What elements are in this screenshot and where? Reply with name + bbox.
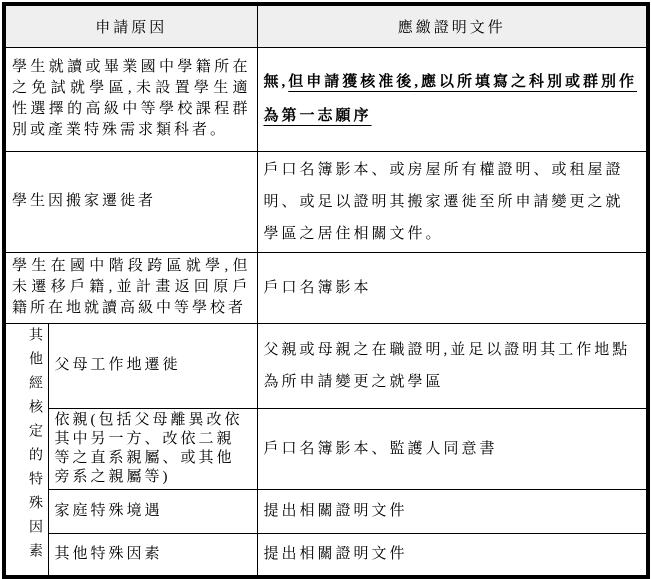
table-row	[4, 252, 648, 323]
documents-cell	[257, 47, 648, 151]
reason-cell: 學生就讀或畢業國中學籍所在之免試就學區,未設置學生適性選擇的高級中等學校課程群別或產業特殊需求類科者。	[4, 47, 257, 151]
reason-cell: 學生因搬家遷徙者	[4, 151, 257, 252]
documents-cell: 戶口名簿影本	[257, 252, 648, 323]
documents-cell: 提出相關證明文件	[257, 489, 648, 533]
header-reason: 申請原因	[4, 4, 257, 47]
reason-cell: 學生在國中階段跨區就學,但未遷移戶籍,並計畫返回原戶籍所在地就讀高級中等學校者	[4, 252, 257, 323]
documents-cell: 戶口名簿影本、或房屋所有權證明、或租屋證明、或足以證明其搬家遷徙至所申請變更之就學區之居住相關文件。	[257, 151, 648, 252]
documents-cell: 戶口名簿影本、監護人同意書	[257, 408, 648, 489]
table-row	[4, 151, 648, 252]
special-group-label-cell	[4, 323, 48, 577]
doc-underlined-text: 但申請獲核准後,應以所填寫之科別或群別作為第一志願序	[263, 74, 638, 124]
sub-reason-cell: 父母工作地遷徙	[48, 323, 257, 408]
sub-reason-cell: 其他特殊因素	[48, 533, 257, 577]
sub-reason-cell: 依親(包括父母離異改依其中另一方、改依二親等之直系親屬、或其他旁系之親屬等)	[48, 408, 257, 489]
documents-cell: 提出相關證明文件	[257, 533, 648, 577]
special-group-label: 其他經核定的特殊因素	[27, 326, 42, 567]
header-documents: 應繳證明文件	[257, 4, 648, 47]
table-row	[4, 489, 648, 533]
table-row	[4, 408, 648, 489]
table-row	[4, 323, 648, 408]
application-requirements-table	[2, 2, 650, 579]
header-row	[4, 4, 648, 47]
table-row	[4, 533, 648, 577]
doc-prefix: 無,	[263, 74, 289, 90]
table-row	[4, 47, 648, 151]
sub-reason-cell: 家庭特殊境遇	[48, 489, 257, 533]
documents-cell: 父親或母親之在職證明,並足以證明其工作地點為所申請變更之就學區	[257, 323, 648, 408]
